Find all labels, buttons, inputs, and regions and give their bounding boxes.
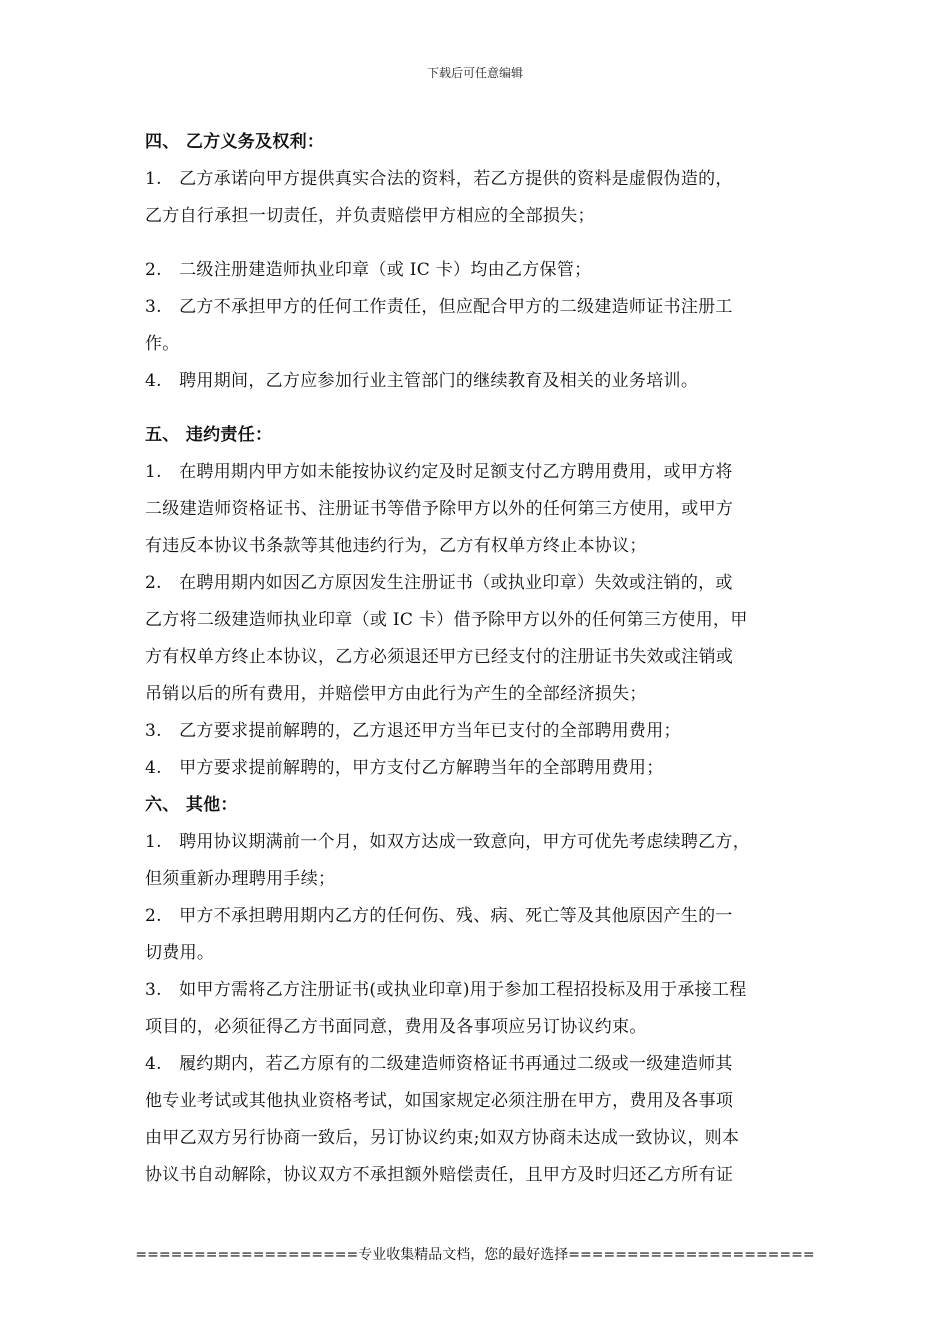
- paragraph-line: 2. 在聘用期内如因乙方原因发生注册证书（或执业印章）失效或注销的，或: [145, 573, 733, 593]
- document-body: [145, 124, 805, 1194]
- paragraph-line: 吊销以后的所有费用，并赔偿甲方由此行为产生的全部经济损失；: [145, 684, 647, 704]
- paragraph-line: 1. 在聘用期内甲方如未能按协议约定及时足额支付乙方聘用费用，或甲方将: [145, 462, 733, 482]
- page-footer: ===================专业收集精品文档，您的最好选择=====================: [135, 1247, 815, 1263]
- section-heading-other: 六、 其他：: [145, 795, 238, 815]
- paragraph-line: 3. 乙方不承担甲方的任何工作责任，但应配合甲方的二级建造师证书注册工: [145, 297, 733, 317]
- paragraph-line: 作。: [145, 334, 180, 354]
- paragraph-line: 有违反本协议书条款等其他违约行为，乙方有权单方终止本协议；: [145, 536, 647, 556]
- paragraph-line: 2. 二级注册建造师执业印章（或 IC 卡）均由乙方保管；: [145, 260, 592, 280]
- paragraph-line: 方有权单方终止本协议，乙方必须退还甲方已经支付的注册证书失效或注销或: [145, 647, 734, 667]
- paragraph-line: 3. 乙方要求提前解聘的，乙方退还甲方当年已支付的全部聘用费用；: [145, 721, 681, 741]
- paragraph-line: 项目的，必须征得乙方书面同意，费用及各事项应另订协议约束。: [145, 1017, 647, 1037]
- paragraph-line: 二级建造师资格证书、注册证书等借予除甲方以外的任何第三方使用，或甲方: [145, 499, 734, 519]
- paragraph-line: 由甲乙双方另行协商一致后，另订协议约束;如双方协商未达成一致协议，则本: [145, 1128, 740, 1148]
- paragraph-line: 4. 履约期内，若乙方原有的二级建造师资格证书再通过二级或一级建造师其: [145, 1054, 733, 1074]
- paragraph-line: 乙方自行承担一切责任，并负责赔偿甲方相应的全部损失；: [145, 206, 595, 226]
- paragraph-line: 1. 聘用协议期满前一个月，如双方达成一致意向，甲方可优先考虑续聘乙方，: [145, 832, 751, 852]
- paragraph-line: 4. 甲方要求提前解聘的，甲方支付乙方解聘当年的全部聘用费用；: [145, 758, 664, 778]
- paragraph-line: 他专业考试或其他执业资格考试，如国家规定必须注册在甲方，费用及各事项: [145, 1091, 734, 1111]
- paragraph-line: 4. 聘用期间，乙方应参加行业主管部门的继续教育及相关的业务培训。: [145, 371, 699, 391]
- page-header: 下载后可任意编辑: [426, 66, 523, 80]
- section-heading-obligations: 四、 乙方义务及权利：: [145, 132, 325, 152]
- paragraph-line: 但须重新办理聘用手续；: [145, 869, 336, 889]
- paragraph-line: 1. 乙方承诺向甲方提供真实合法的资料，若乙方提供的资料是虚假伪造的，: [145, 169, 733, 189]
- paragraph-line: 2. 甲方不承担聘用期内乙方的任何伤、残、病、死亡等及其他原因产生的一: [145, 906, 733, 926]
- section-heading-breach: 五、 违约责任：: [145, 425, 273, 445]
- paragraph-line: 乙方将二级建造师执业印章（或 IC 卡）借予除甲方以外的任何第三方使用，甲: [145, 610, 748, 630]
- paragraph-line: 切费用。: [145, 943, 215, 963]
- paragraph-line: 3. 如甲方需将乙方注册证书(或执业印章)用于参加工程招投标及用于承接工程: [145, 980, 747, 1000]
- paragraph-line: 协议书自动解除，协议双方不承担额外赔偿责任，且甲方及时归还乙方所有证: [145, 1165, 734, 1185]
